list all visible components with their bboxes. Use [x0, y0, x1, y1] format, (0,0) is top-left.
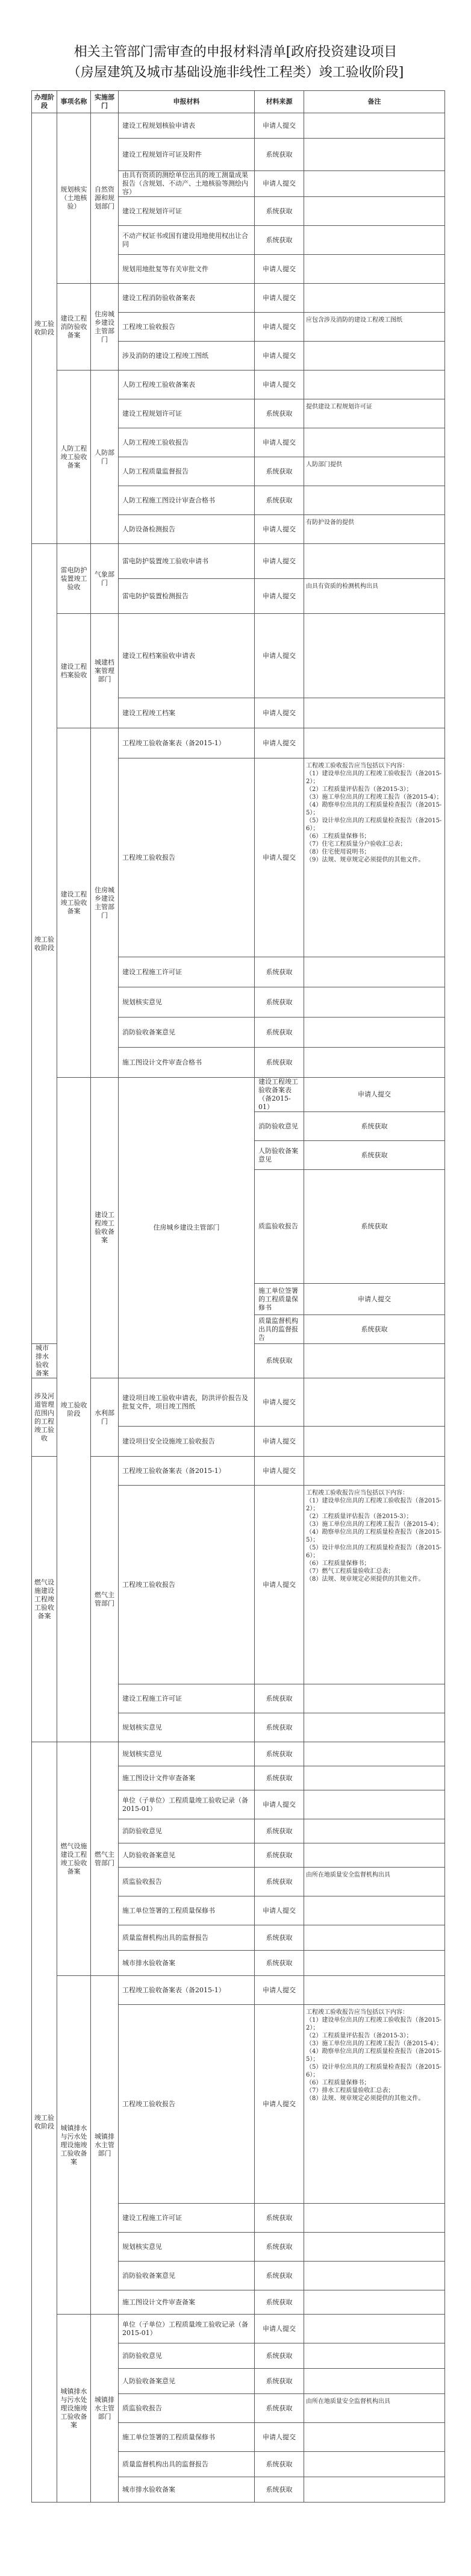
material-cell: 人防验收备案意见 [119, 2369, 255, 2394]
source-cell: 系统获取 [255, 2452, 304, 2477]
material-cell: 质量监督机构出具的监督报告 [119, 1925, 255, 1951]
note-cell [304, 2452, 445, 2477]
table-row [32, 1378, 445, 1427]
note-cell: 提供建设工程规划许可证 [304, 399, 445, 428]
note-cell [304, 1976, 445, 2005]
header-source: 材料来源 [255, 91, 304, 113]
source-cell: 申请人提交 [255, 1486, 304, 1684]
material-cell: 建设项目竣工验收申请表，防洪评价报告及批复文件，项目竣工图纸 [119, 1378, 255, 1427]
source-cell: 系统获取 [255, 197, 304, 226]
source-cell: 申请人提交 [255, 1378, 304, 1427]
header-note: 备注 [304, 91, 445, 113]
note-cell [304, 2262, 445, 2290]
source-cell: 申请人提交 [255, 1457, 304, 1486]
material-cell: 规划用地批复等有关审批文件 [119, 255, 255, 284]
page-title [24, 42, 447, 83]
table-body [32, 113, 445, 2503]
source-cell: 系统获取 [255, 1048, 304, 1078]
title-line-2: （房屋建筑及城市基础设施非线性工程类）竣工验收阶段] [67, 65, 404, 80]
header-dept: 实施部门 [91, 91, 119, 113]
material-cell: 质量监督机构出具的监督报告 [119, 2452, 255, 2477]
material-cell: 建设工程施工许可证 [119, 2204, 255, 2233]
source-cell: 申请人提交 [255, 614, 304, 698]
note-cell [304, 226, 445, 255]
item-name-cell: 建设工程消防验收备案 [57, 284, 91, 370]
header-material: 申报材料 [119, 91, 255, 113]
source-cell: 系统获取 [255, 1766, 304, 1790]
material-cell: 单位（子单位）工程质量竣工验收记录（备2015-01） [119, 2315, 255, 2343]
note-cell [304, 1018, 445, 1048]
material-cell: 质量监督机构出具的监督报告 [255, 1315, 304, 1344]
source-cell: 申请人提交 [304, 1284, 445, 1315]
note-cell [304, 113, 445, 139]
note-cell [304, 1457, 445, 1486]
table-header-row [32, 91, 445, 113]
material-cell: 施工图设计文件审查合格书 [119, 1048, 255, 1078]
note-cell [304, 987, 445, 1018]
note-cell [304, 2423, 445, 2452]
material-cell: 质监验收报告 [119, 2394, 255, 2423]
material-cell: 建设工程档案验收申请表 [119, 614, 255, 698]
item-name-cell: 城镇排水与污水处理设施竣工验收备案 [57, 1976, 91, 2315]
source-cell: 申请人提交 [255, 1896, 304, 1925]
department-cell: 城镇排水主管部门 [91, 2315, 119, 2503]
source-cell: 申请人提交 [255, 515, 304, 544]
material-cell: 建设工程施工许可证 [119, 957, 255, 987]
note-cell: 工程竣工验收报告应当包括以下内容： （1）建设单位出具的工程竣工验收报告（备2015-2）； （2）工程质量评估报告（备2015-3）； （3）施工单位出具的工程竣工报告（备2015-4）； （4）勘察单位出具的工程质量检查报告（备2015-5）； （5）设计单位出具的工程质量检查报告（备2015-6）； （6）工程质量保修书； （7）排水工程质量验收汇总表； （8）法规、规章规定必须提供的其他文件。 [304, 2005, 445, 2204]
source-cell: 系统获取 [255, 1742, 304, 1766]
source-cell: 系统获取 [255, 1868, 304, 1896]
material-cell: 工程竣工验收备案表（备2015-1） [119, 728, 255, 758]
material-cell: 建设工程竣工验收备案表（备2015-01） [255, 1078, 304, 1112]
table-row [32, 370, 445, 399]
material-cell: 工程竣工验收报告 [119, 1486, 255, 1684]
note-cell [304, 1713, 445, 1742]
material-cell: 工程竣工验收报告 [119, 758, 255, 957]
note-cell [304, 342, 445, 370]
source-cell: 申请人提交 [304, 1078, 445, 1112]
item-name-cell: 规划核实（土地核验） [57, 113, 91, 284]
department-cell: 水利部门 [91, 1378, 119, 1457]
department-cell: 住房城乡建设主管部门 [91, 728, 119, 1078]
material-cell: 人防验收备案意见 [119, 1843, 255, 1868]
source-cell: 申请人提交 [255, 698, 304, 728]
material-cell: 施工单位签署的工程质量保修书 [119, 1896, 255, 1925]
source-cell: 系统获取 [255, 2477, 304, 2503]
source-cell: 申请人提交 [255, 284, 304, 313]
header-stage: 办理阶段 [32, 91, 57, 113]
note-cell [304, 1790, 445, 1819]
material-cell: 人防工程施工图设计审查合格书 [119, 486, 255, 515]
table-row [32, 1742, 445, 1766]
material-cell: 建设项目安全设施竣工验收报告 [119, 1427, 255, 1457]
source-cell: 系统获取 [255, 1684, 304, 1713]
note-cell [304, 1378, 445, 1427]
note-cell [304, 1843, 445, 1868]
table-row [32, 284, 445, 313]
source-cell: 申请人提交 [255, 2423, 304, 2452]
material-cell: 建设工程规划许可证及附件 [119, 139, 255, 171]
material-cell: 消防验收意见 [119, 1819, 255, 1843]
source-cell: 申请人提交 [255, 544, 304, 579]
material-cell: 工程竣工验收报告 [119, 2005, 255, 2204]
source-cell: 系统获取 [304, 1112, 445, 1141]
department-cell: 人防部门 [91, 370, 119, 544]
material-cell: 施工图设计文件审查备案 [119, 2290, 255, 2315]
note-cell [304, 698, 445, 728]
source-cell: 申请人提交 [255, 313, 304, 342]
item-name-cell: 涉及河道管理范围内的工程竣工验收 [32, 1378, 57, 1457]
material-cell: 人防工程竣工验收报告 [119, 428, 255, 457]
source-cell: 系统获取 [255, 1951, 304, 1976]
department-cell: 气象部门 [91, 544, 119, 614]
stage-cell: 竣工验收阶段 [32, 1742, 57, 2503]
header-item: 事项名称 [57, 91, 91, 113]
material-cell: 消防验收意见 [119, 2343, 255, 2369]
source-cell: 申请人提交 [255, 1427, 304, 1457]
source-cell: 申请人提交 [255, 255, 304, 284]
source-cell: 系统获取 [255, 1843, 304, 1868]
material-cell: 工程竣工验收报告 [119, 313, 255, 342]
note-cell [304, 1896, 445, 1925]
source-cell: 系统获取 [255, 2233, 304, 2262]
department-cell: 自然资源和规划部门 [91, 113, 119, 284]
note-cell [304, 284, 445, 313]
table-row [32, 1457, 445, 1486]
department-cell: 燃气主管部门 [91, 1457, 119, 1742]
note-cell [304, 171, 445, 197]
department-cell: 住房城乡建设主管部门 [91, 284, 119, 370]
source-cell: 系统获取 [255, 1925, 304, 1951]
note-cell [304, 2290, 445, 2315]
note-cell [304, 1766, 445, 1790]
table-row [32, 2315, 445, 2343]
material-cell: 雷电防护装置竣工验收申请书 [119, 544, 255, 579]
note-cell [304, 1427, 445, 1457]
source-cell: 系统获取 [255, 399, 304, 428]
source-cell: 申请人提交 [255, 428, 304, 457]
source-cell: 系统获取 [255, 486, 304, 515]
table-row [32, 1976, 445, 2005]
material-cell: 建设工程规划核验申请表 [119, 113, 255, 139]
material-cell: 消防验收备案意见 [119, 1018, 255, 1048]
item-name-cell: 建设工程竣工验收备案 [91, 1078, 119, 1378]
material-cell: 单位（子单位）工程质量竣工验收记录（备2015-01） [119, 1790, 255, 1819]
item-name-cell: 城镇排水与污水处理设施竣工验收备案 [57, 2315, 91, 2503]
material-cell: 规划核实意见 [119, 2233, 255, 2262]
material-cell: 人防工程质量监督报告 [119, 457, 255, 486]
note-cell [304, 2369, 445, 2394]
source-cell: 申请人提交 [255, 1790, 304, 1819]
source-cell: 系统获取 [255, 2343, 304, 2369]
material-cell: 建设工程消防验收备案表 [119, 284, 255, 313]
note-cell [304, 1344, 445, 1378]
note-cell [304, 614, 445, 698]
source-cell: 申请人提交 [255, 758, 304, 957]
item-name-cell: 燃气设施建设工程竣工验收备案 [32, 1457, 57, 1742]
department-cell: 城镇排水主管部门 [91, 1976, 119, 2315]
material-cell: 工程竣工验收备案表（备2015-1） [119, 1976, 255, 2005]
stage-cell: 竣工验收阶段 [32, 544, 57, 1344]
note-cell: 应包含涉及消防的建设工程竣工图纸 [304, 313, 445, 342]
note-cell: 由所在地质量安全监督机构出具 [304, 1868, 445, 1896]
note-cell [304, 255, 445, 284]
note-cell [304, 2204, 445, 2233]
source-cell: 申请人提交 [255, 370, 304, 399]
source-cell: 申请人提交 [255, 1976, 304, 2005]
note-cell [304, 544, 445, 579]
note-cell [304, 1742, 445, 1766]
note-cell [304, 1048, 445, 1078]
material-cell: 由具有资质的测绘单位出具的竣工测量成果报告（含规划、不动产、土地核验等测绘内容） [119, 171, 255, 197]
material-cell: 质监验收报告 [119, 1868, 255, 1896]
source-cell: 系统获取 [255, 2369, 304, 2394]
source-cell: 申请人提交 [255, 113, 304, 139]
material-cell: 不动产权证书或国有建设用地使用权出让合同 [119, 226, 255, 255]
note-cell: 人防部门提供 [304, 457, 445, 486]
note-cell [304, 139, 445, 171]
table-row [32, 1078, 445, 1112]
material-cell: 人防设备检测报告 [119, 515, 255, 544]
note-cell [304, 2315, 445, 2343]
source-cell: 系统获取 [255, 2394, 304, 2423]
note-cell [304, 2477, 445, 2503]
material-cell: 涉及消防的建设工程竣工图纸 [119, 342, 255, 370]
item-name-cell: 燃气设施建设工程竣工验收备案 [57, 1742, 91, 1976]
material-cell: 城市排水验收备案 [32, 1344, 57, 1378]
source-cell: 申请人提交 [255, 342, 304, 370]
source-cell: 系统获取 [255, 2262, 304, 2290]
department-cell: 住房城乡建设主管部门 [119, 1078, 255, 1378]
stage-cell: 竣工验收阶段 [57, 1078, 91, 1742]
materials-table [31, 90, 445, 2503]
item-name-cell: 人防工程竣工验收备案 [57, 370, 91, 544]
source-cell: 系统获取 [255, 1713, 304, 1742]
source-cell: 系统获取 [255, 1819, 304, 1843]
material-cell: 人防验收备案意见 [255, 1141, 304, 1170]
note-cell [304, 2343, 445, 2369]
note-cell [304, 370, 445, 399]
table-row [32, 113, 445, 139]
note-cell [304, 728, 445, 758]
table-row [32, 544, 445, 579]
material-cell: 城市排水验收备案 [119, 2477, 255, 2503]
note-cell [304, 197, 445, 226]
department-cell: 城建档案管理部门 [91, 614, 119, 728]
material-cell: 施工单位签署的工程质量保修书 [255, 1284, 304, 1315]
material-cell: 规划核实意见 [119, 987, 255, 1018]
note-cell [304, 957, 445, 987]
item-name-cell: 雷电防护装置竣工验收 [57, 544, 91, 614]
material-cell: 城市排水验收备案 [119, 1951, 255, 1976]
note-cell [304, 428, 445, 457]
source-cell: 系统获取 [304, 1315, 445, 1344]
note-cell [304, 1819, 445, 1843]
source-cell: 系统获取 [255, 957, 304, 987]
material-cell: 施工单位签署的工程质量保修书 [119, 2423, 255, 2452]
item-name-cell: 建设工程档案验收 [57, 614, 91, 728]
material-cell: 工程竣工验收备案表（备2015-1） [119, 1457, 255, 1486]
source-cell: 系统获取 [255, 139, 304, 171]
material-cell: 消防验收备案意见 [119, 2262, 255, 2290]
material-cell: 建设工程规划许可证 [119, 399, 255, 428]
note-cell: 工程竣工验收报告应当包括以下内容： （1）建设单位出具的工程竣工验收报告（备2015-2）； （2）工程质量评估报告（备2015-3）； （3）施工单位出具的工程竣工报告（备2015-4）； （4）勘察单位出具的工程质量检查报告（备2015-5）； （5）设计单位出具的工程质量检查报告（备2015-6）； （6）工程质量保修书； （7）燃气工程质量验收汇总表； （8）法规、规章规定必须提供的其他文件。 [304, 1486, 445, 1684]
note-cell [304, 1684, 445, 1713]
source-cell: 系统获取 [255, 1344, 304, 1378]
note-cell: 工程竣工验收报告应当包括以下内容： （1）建设单位出具的工程竣工验收报告（备2015-2）； （2）工程质量评估报告（备2015-3）； （3）施工单位出具的工程竣工报告（备2015-4）； （4）勘察单位出具的工程质量检查报告（备2015-5）； （5）设计单位出具的工程质量检查报告（备2015-6）； （6）工程质量保修书； （7）住宅工程质量分户验收汇总表； （8）住宅使用说明书； （9）法规、规章规定必须提供的其他文件。 [304, 758, 445, 957]
material-cell: 质监验收报告 [255, 1170, 304, 1284]
title-line-1: 相关主管部门需审查的申报材料清单[政府投资建设项目 [73, 45, 398, 60]
source-cell: 系统获取 [255, 1018, 304, 1048]
material-cell: 建设工程施工许可证 [119, 1684, 255, 1713]
source-cell: 系统获取 [255, 2290, 304, 2315]
material-cell: 消防验收意见 [255, 1112, 304, 1141]
source-cell: 申请人提交 [255, 2005, 304, 2204]
source-cell: 系统获取 [304, 1170, 445, 1284]
material-cell: 人防工程竣工验收备案表 [119, 370, 255, 399]
material-cell: 雷电防护装置检测报告 [119, 579, 255, 614]
source-cell: 申请人提交 [255, 728, 304, 758]
source-cell: 系统获取 [255, 987, 304, 1018]
source-cell: 申请人提交 [255, 171, 304, 197]
note-cell [304, 1925, 445, 1951]
note-cell: 由具有资质的检测机构出具 [304, 579, 445, 614]
source-cell: 申请人提交 [255, 579, 304, 614]
source-cell: 系统获取 [255, 457, 304, 486]
source-cell: 系统获取 [255, 226, 304, 255]
material-cell: 建设工程规划许可证 [119, 197, 255, 226]
material-cell: 建设工程竣工档案 [119, 698, 255, 728]
stage-cell: 竣工验收阶段 [32, 113, 57, 544]
note-cell [304, 2233, 445, 2262]
note-cell: 有防护设备的提供 [304, 515, 445, 544]
source-cell: 系统获取 [304, 1141, 445, 1170]
source-cell: 系统获取 [255, 2204, 304, 2233]
material-cell: 规划核实意见 [119, 1742, 255, 1766]
note-cell: 由所在地质量安全监督机构出具 [304, 2394, 445, 2423]
note-cell [304, 486, 445, 515]
source-cell: 申请人提交 [255, 2315, 304, 2343]
table-row [32, 614, 445, 698]
note-cell [304, 1951, 445, 1976]
table-row [32, 728, 445, 758]
department-cell: 燃气主管部门 [91, 1742, 119, 1976]
item-name-cell: 建设工程竣工验收备案 [57, 728, 91, 1078]
material-cell: 规划核实意见 [119, 1713, 255, 1742]
material-cell: 施工图设计文件审查备案 [119, 1766, 255, 1790]
